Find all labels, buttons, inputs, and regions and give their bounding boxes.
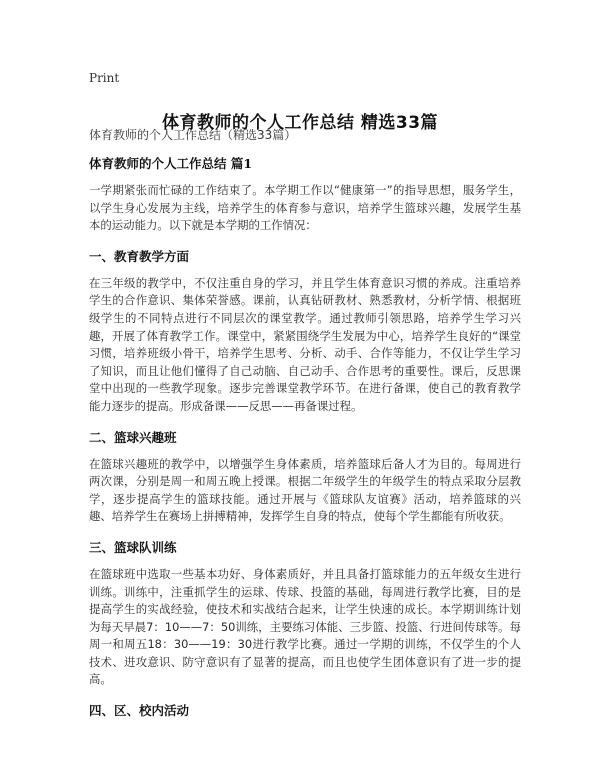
page-title: 体育教师的个人工作总结 精选33篇 — [161, 113, 439, 134]
section-heading: 二、篮球兴趣班 — [89, 429, 177, 445]
article-heading: 体育教师的个人工作总结 篇1 — [89, 156, 253, 171]
section-paragraph: 在篮球班中选取一些基本功好、身体素质好，并且具备打篮球能力的五年级女生进行训练。训练中，注重抓学生的运球、传球、投篮的基础，每周进行教学比赛，目的是提高学生的实战经验，使技术和实战结合起来，让学生快速的成长。本学期训练计划为每天早晨7：10——7：50训练，主要练习体能、三步篮、投篮、行进间传球等。每周一和周五18：30——19：30进行教学比赛。通过一学期的训练，不仅学生的个人技术、进攻意识、防守意识有了显著的提高，而且也使学生团体意识有了进一步的提高。 — [89, 566, 521, 687]
section-paragraph: 在篮球兴趣班的教学中，以增强学生身体素质，培养篮球后备人才为目的。每周进行两次课，分别是周一和周五晚上授课。根据二年级学生的年级学生的特点采取分层教学，逐步提高学生的篮球技能。通过开展与《篮球队友谊赛》活动，培养篮球的兴趣、培养学生在赛场上拼搏精神，发挥学生自身的特点，使每个学生都能有所收获。 — [89, 456, 521, 524]
document-subtitle: 体育教师的个人工作总结（精选33篇） — [89, 128, 297, 142]
intro-paragraph: 一学期紧张而忙碌的工作结束了。本学期工作以“健康第一”的指导思想，服务学生，以学生身心发展为主线，培养学生的体育参与意识，培养学生篮球兴趣，发展学生基本的运动能力。以下就是本学期的工作情况： — [89, 183, 521, 233]
section-heading: 三、篮球队训练 — [89, 539, 177, 555]
section-paragraph: 在三年级的教学中，不仅注重自身的学习，并且学生体育意识习惯的养成。注重培养学生的合作意识、集体荣誉感。课前，认真钻研教材、熟悉教材，分析学情、根据班级学生的不同特点进行不同层次的课堂教学。通过教师引领思路，培养学生学习兴趣，开展了体育教学工作。课堂中，紧紧围绕学生发展为中心，培养学生良好的“课堂习惯，培养班级小骨干，培养学生思考、分析、动手、合作等能力，不仅让学生学习了知识，而且让他们懂得了自己动脑、自己动手、合作思考的重要性。课后，反思课堂中出现的一些教学现象。逐步完善课堂教学环节。在进行备课，使自己的教育教学能力逐步的提高。形成备课——反思——再备课过程。 — [89, 275, 521, 413]
section-heading: 一、教育教学方面 — [89, 248, 190, 264]
document-body — [89, 127, 521, 729]
print-link[interactable]: Print — [89, 71, 120, 85]
section-heading: 四、区、校内活动 — [89, 703, 190, 719]
